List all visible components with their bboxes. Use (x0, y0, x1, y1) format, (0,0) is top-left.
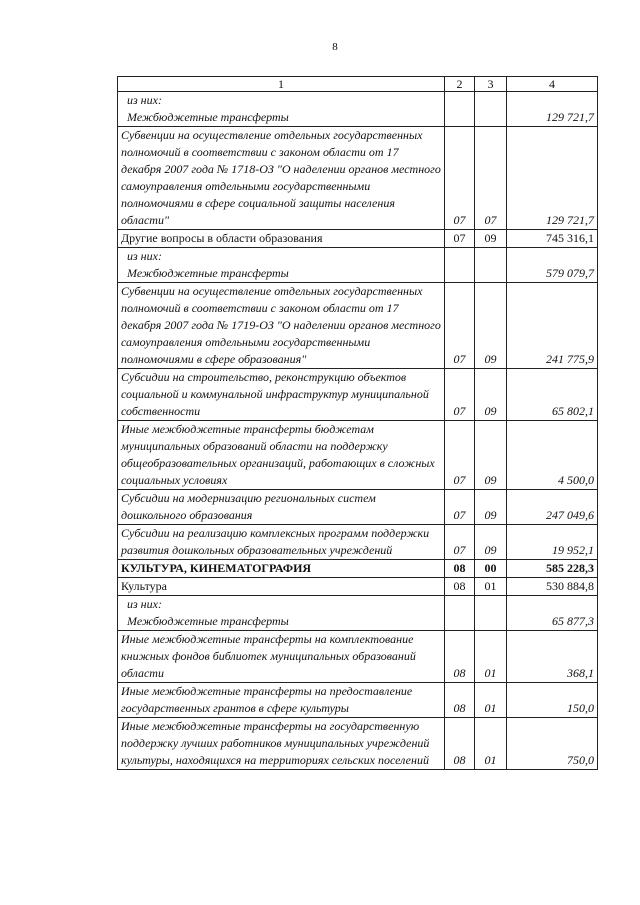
row-amount: 745 316,1 (507, 230, 598, 248)
table-row (118, 578, 598, 596)
row-name: Иные межбюджетные трансферты бюджетам муниципальных образований области на поддержку общеобразовательных организаций, работающих в сложных социальных условиях (118, 421, 445, 490)
header-col-3: 3 (475, 77, 507, 92)
row-name: Иные межбюджетные трансферты на комплектование книжных фондов библиотек муниципальных образований области (118, 631, 445, 683)
row-subsection-code (475, 92, 507, 127)
row-amount: 65 802,1 (507, 369, 598, 421)
row-section-code: 07 (445, 369, 475, 421)
header-col-2: 2 (445, 77, 475, 92)
row-section-code (445, 92, 475, 127)
row-subheading: из них: (127, 93, 162, 107)
row-amount: 750,0 (507, 718, 598, 770)
row-label: Межбюджетные трансферты (127, 110, 289, 124)
row-subsection-code: 09 (475, 490, 507, 525)
header-col-4: 4 (507, 77, 598, 92)
row-section-code: 08 (445, 683, 475, 718)
row-name: Субсидии на реализацию комплексных программ поддержки развития дошкольных образовательных учреждений (118, 525, 445, 560)
header-col-1: 1 (118, 77, 445, 92)
row-amount: 129 721,7 (507, 127, 598, 230)
row-name (118, 248, 445, 283)
row-section-code: 08 (445, 631, 475, 683)
row-amount: 368,1 (507, 631, 598, 683)
row-amount: 4 500,0 (507, 421, 598, 490)
row-amount: 129 721,7 (507, 92, 598, 127)
row-label: Межбюджетные трансферты (127, 266, 289, 280)
table-row (118, 92, 598, 127)
row-name: Культура (118, 578, 445, 596)
row-amount: 530 884,8 (507, 578, 598, 596)
row-subsection-code: 01 (475, 578, 507, 596)
table-row (118, 421, 598, 490)
row-section-code: 07 (445, 283, 475, 369)
row-label: Межбюджетные трансферты (127, 614, 289, 628)
table-row (118, 490, 598, 525)
row-name: Иные межбюджетные трансферты на предоставление государственных грантов в сфере культуры (118, 683, 445, 718)
row-subsection-code: 09 (475, 283, 507, 369)
row-amount: 247 049,6 (507, 490, 598, 525)
budget-table (117, 76, 598, 770)
row-name: Иные межбюджетные трансферты на государственную поддержку лучших работников муниципальных учреждений культуры, находящихся на территориях сельских поселений (118, 718, 445, 770)
row-subheading: из них: (127, 249, 162, 263)
row-name (118, 596, 445, 631)
row-amount: 65 877,3 (507, 596, 598, 631)
row-subsection-code: 00 (475, 560, 507, 578)
table-row (118, 127, 598, 230)
table-row (118, 718, 598, 770)
row-amount: 19 952,1 (507, 525, 598, 560)
row-name: Субвенции на осуществление отдельных государственных полномочий в соответствии с законом области от 17 декабря 2007 года № 1719-ОЗ "О наделении органов местного самоуправления отдельными государственными полномочиями в сфере образования" (118, 283, 445, 369)
row-name (118, 92, 445, 127)
row-subsection-code (475, 248, 507, 283)
table-row (118, 596, 598, 631)
row-section-code: 08 (445, 578, 475, 596)
page-number: 8 (332, 41, 338, 53)
row-subsection-code: 09 (475, 369, 507, 421)
row-subsection-code: 09 (475, 421, 507, 490)
header-row (118, 77, 598, 92)
table-row (118, 248, 598, 283)
row-name: Субсидии на строительство, реконструкцию объектов социальной и коммунальной инфраструктур муниципальной собственности (118, 369, 445, 421)
row-section-code (445, 248, 475, 283)
row-subsection-code: 01 (475, 631, 507, 683)
row-section-code (445, 596, 475, 631)
row-section-code: 08 (445, 718, 475, 770)
row-name: Субвенции на осуществление отдельных государственных полномочий в соответствии с законом области от 17 декабря 2007 года № 1718-ОЗ "О наделении органов местного самоуправления отдельными государственными полномочиями в сфере социальной защиты населения области" (118, 127, 445, 230)
row-amount: 241 775,9 (507, 283, 598, 369)
row-subsection-code: 01 (475, 683, 507, 718)
row-section-code: 07 (445, 421, 475, 490)
row-subsection-code (475, 596, 507, 631)
row-subsection-code: 09 (475, 525, 507, 560)
table-row (118, 230, 598, 248)
table-row (118, 525, 598, 560)
row-amount: 585 228,3 (507, 560, 598, 578)
table-row (118, 283, 598, 369)
row-section-code: 07 (445, 490, 475, 525)
row-subheading: из них: (127, 597, 162, 611)
row-subsection-code: 09 (475, 230, 507, 248)
table-row (118, 560, 598, 578)
table-row (118, 683, 598, 718)
row-subsection-code: 01 (475, 718, 507, 770)
row-subsection-code: 07 (475, 127, 507, 230)
row-section-code: 07 (445, 127, 475, 230)
table-row (118, 631, 598, 683)
row-name: Субсидии на модернизацию региональных систем дошкольного образования (118, 490, 445, 525)
row-section-code: 07 (445, 230, 475, 248)
row-name: КУЛЬТУРА, КИНЕМАТОГРАФИЯ (118, 560, 445, 578)
row-amount: 150,0 (507, 683, 598, 718)
row-amount: 579 079,7 (507, 248, 598, 283)
row-section-code: 07 (445, 525, 475, 560)
row-name: Другие вопросы в области образования (118, 230, 445, 248)
table-row (118, 369, 598, 421)
row-section-code: 08 (445, 560, 475, 578)
